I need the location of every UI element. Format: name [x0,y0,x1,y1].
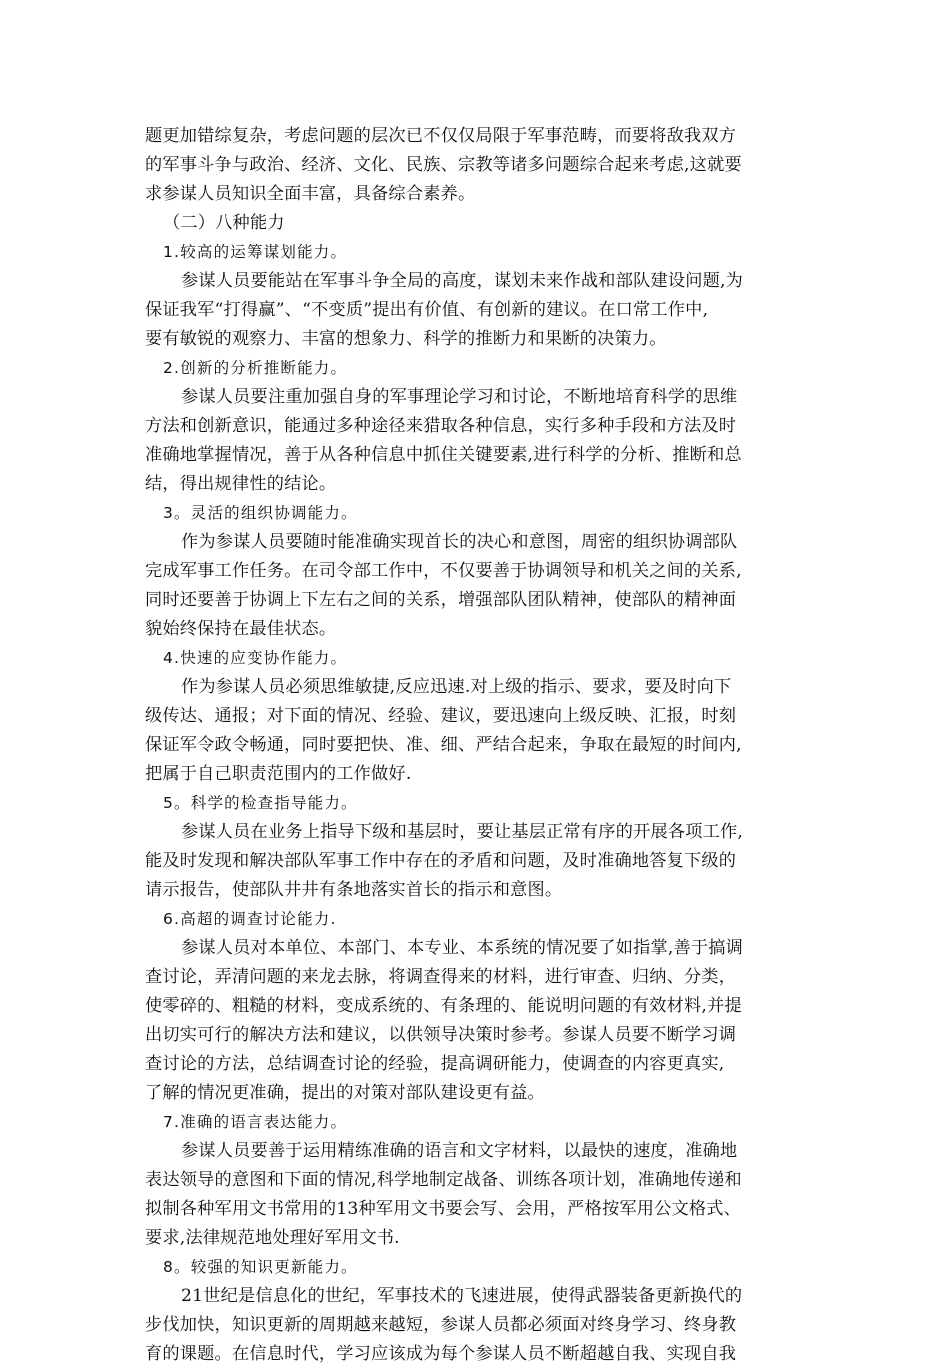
text-line: 请示报告，使部队井井有条地落实首长的指示和意图。 [145,880,563,900]
subsection-heading: 6.高超的调查讨论能力. [163,910,337,928]
text-line: 表达领导的意图和下面的情况,科学地制定战备、训练各项计划，准确地传递和 [145,1170,742,1190]
subsection-heading: 2.创新的分析推断能力。 [163,359,348,377]
text-line: 查讨论的方法，总结调查讨论的经验，提高调研能力，使调查的内容更真实, [145,1054,725,1074]
text-line: 了解的情况更准确，提出的对策对部队建设更有益。 [145,1083,545,1103]
text-line: 保证军令政令畅通，同时要把快、准、细、严结合起来，争取在最短的时间内, [145,735,742,755]
text-line: 步伐加快，知识更新的周期越来越短，参谋人员都必须面对终身学习、终身教 [145,1315,737,1335]
text-line: 的军事斗争与政治、经济、文化、民族、宗教等诸多问题综合起来考虑,这就要 [145,155,742,175]
text-line: 结，得出规律性的结论。 [145,474,337,494]
paragraph-start: 参谋人员要善于运用精练准确的语言和文字材料，以最快的速度，准确地 [181,1141,738,1161]
paragraph-start: 参谋人员在业务上指导下级和基层时，要让基层正常有序的开展各项工作, [181,822,744,842]
paragraph-start: 作为参谋人员必须思维敏捷,反应迅速.对上级的指示、要求，要及时向下 [181,677,732,697]
text-line: 求参谋人员知识全面丰富，具备综合素养。 [145,184,476,204]
text-line: 方法和创新意识，能通过多种途径来猎取各种信息，实行多种手段和方法及时 [145,416,737,436]
text-line: 拟制各种军用文书常用的13种军用文书要会写、会用，严格按军用公文格式、 [145,1199,742,1219]
subsection-heading: 7.准确的语言表达能力。 [163,1113,348,1131]
text-line: 貌始终保持在最佳状态。 [145,619,337,639]
subsection-heading: 3。灵活的组织协调能力。 [163,504,358,522]
document-page [145,122,805,1369]
text-line: 同时还要善于协调上下左右之间的关系，增强部队团队精神，使部队的精神面 [145,590,737,610]
text-line: 育的课题。在信息时代，学习应该成为每个参谋人员不断超越自我、实现自我 [145,1344,737,1364]
text-line: 要求,法律规范地处理好军用文书. [145,1228,400,1248]
text-line: 出切实可行的解决方法和建议，以供领导决策时参考。参谋人员要不断学习调 [145,1025,737,1045]
paragraph-start: 参谋人员要能站在军事斗争全局的高度，谋划未来作战和部队建设问题,为 [181,271,744,291]
subsection-heading: 1.较高的运筹谋划能力。 [163,243,348,261]
subsection-heading: 4.快速的应变协作能力。 [163,649,348,667]
paragraph-start: 作为参谋人员要随时能准确实现首长的决心和意图，周密的组织协调部队 [181,532,738,552]
text-line: 保证我军“打得赢”、“不变质”提出有价值、有创新的建议。在口常工作中, [145,300,709,320]
text-line: 把属于自己职责范围内的工作做好. [145,764,412,784]
paragraph-start: 参谋人员要注重加强自身的军事理论学习和讨论，不断地培育科学的思维 [181,387,738,407]
text-line: 使零碎的、粗糙的材料，变成系统的、有条理的、能说明问题的有效材料,并提 [145,996,742,1016]
text-line: 准确地掌握情况，善于从各种信息中抓住关键要素,进行科学的分析、推断和总 [145,445,742,465]
paragraph-start: 参谋人员对本单位、本部门、本专业、本系统的情况要了如指掌,善于搞调 [181,938,744,958]
text-line: 查讨论，弄清问题的来龙去脉，将调查得来的材料，进行审查、归纳、分类， [145,967,737,987]
text-line: 能及时发现和解决部队军事工作中存在的矛盾和问题，及时准确地答复下级的 [145,851,737,871]
subsection-heading: 8。较强的知识更新能力。 [163,1258,358,1276]
subsection-heading: 5。科学的检查指导能力。 [163,794,358,812]
section-heading: （二）八种能力 [163,213,285,233]
text-line: 级传达、通报；对下面的情况、经验、建议，要迅速向上级反映、汇报，时刻 [145,706,737,726]
text-line: 题更加错综复杂，考虑问题的层次已不仅仅局限于军事范畴，而要将敌我双方 [145,126,737,146]
text-line: 完成军事工作任务。在司令部工作中，不仅要善于协调领导和机关之间的关系, [145,561,742,581]
paragraph-start: 21世纪是信息化的世纪，军事技术的飞速进展，使得武器装备更新换代的 [181,1286,743,1306]
text-line: 要有敏锐的观察力、丰富的想象力、科学的推断力和果断的决策力。 [145,329,667,349]
